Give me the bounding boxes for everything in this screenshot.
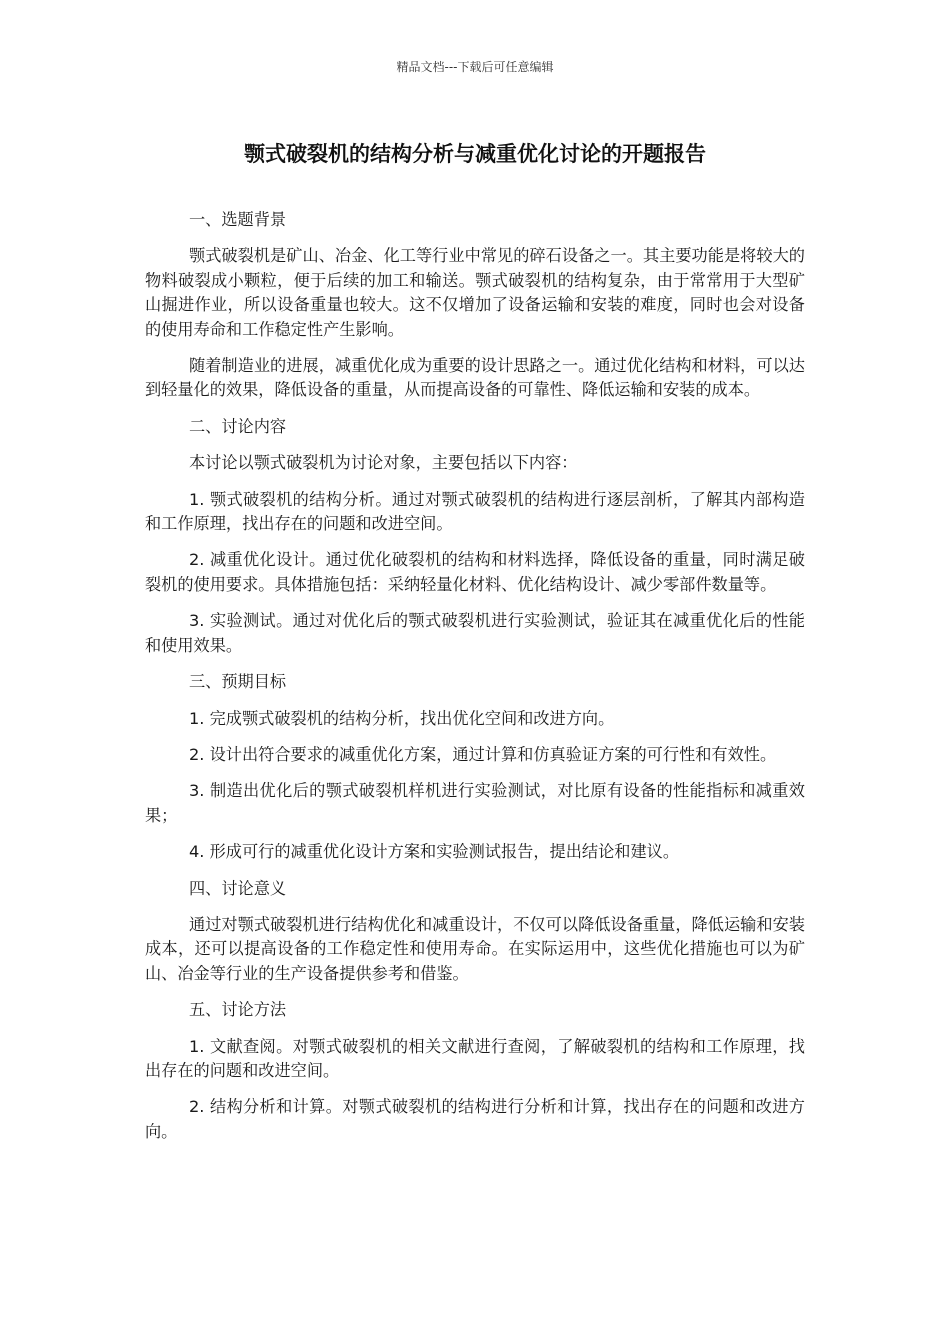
paragraph: 本讨论以颚式破裂机为讨论对象，主要包括以下内容： — [189, 453, 578, 473]
paragraph: 颚式破裂机是矿山、冶金、化工等行业中常见的碎石设备之一。其主要功能是将较大的物料破裂成小颗粒，便于后续的加工和输送。颚式破裂机的结构复杂，由于常常用于大型矿山掘进作业，所以设备重量也较大。这不仅增加了设备运输和安装的难度，同时也会对设备的使用寿命和工作稳定性产生影响。 — [145, 246, 805, 339]
list-item: 2. 设计出符合要求的减重优化方案，通过计算和仿真验证方案的可行性和有效性。 — [189, 744, 777, 764]
paragraph: 通过对颚式破裂机进行结构优化和减重设计，不仅可以降低设备重量，降低运输和安装成本，还可以提高设备的工作稳定性和使用寿命。在实际运用中，这些优化措施也可以为矿山、冶金等行业的生产设备提供参考和借鉴。 — [145, 914, 805, 983]
section-heading-methods: 五、讨论方法 — [189, 1000, 287, 1020]
section-heading-significance: 四、讨论意义 — [189, 878, 287, 898]
list-item: 2. 结构分析和计算。对颚式破裂机的结构进行分析和计算，找出存在的问题和改进方向。 — [145, 1097, 805, 1141]
paragraph: 随着制造业的进展，减重优化成为重要的设计思路之一。通过优化结构和材料，可以达到轻量化的效果，降低设备的重量，从而提高设备的可靠性、降低运输和安装的成本。 — [145, 356, 805, 400]
list-item: 1. 文献查阅。对颚式破裂机的相关文献进行查阅，了解破裂机的结构和工作原理，找出存在的问题和改进空间。 — [145, 1036, 805, 1080]
list-item: 3. 制造出优化后的颚式破裂机样机进行实验测试，对比原有设备的性能指标和减重效果； — [145, 781, 805, 825]
list-item: 1. 完成颚式破裂机的结构分析，找出优化空间和改进方向。 — [189, 708, 615, 728]
section-heading-content: 二、讨论内容 — [189, 416, 287, 436]
document-title: 颚式破裂机的结构分析与减重优化讨论的开题报告 — [244, 142, 706, 166]
list-item: 4. 形成可行的减重优化设计方案和实验测试报告，提出结论和建议。 — [189, 842, 680, 862]
section-heading-goals: 三、预期目标 — [189, 672, 287, 692]
list-item: 2. 减重优化设计。通过优化破裂机的结构和材料选择，降低设备的重量，同时满足破裂机的使用要求。具体措施包括：采纳轻量化材料、优化结构设计、减少零部件数量等。 — [145, 550, 805, 594]
list-item: 1. 颚式破裂机的结构分析。通过对颚式破裂机的结构进行逐层剖析，了解其内部构造和工作原理，找出存在的问题和改进空间。 — [145, 489, 805, 534]
page-header: 精品文档---下载后可任意编辑 — [396, 60, 554, 74]
section-heading-background: 一、选题背景 — [189, 210, 287, 229]
list-item: 3. 实验测试。通过对优化后的颚式破裂机进行实验测试，验证其在减重优化后的性能和使用效果。 — [145, 611, 805, 655]
document-body — [145, 208, 805, 1156]
